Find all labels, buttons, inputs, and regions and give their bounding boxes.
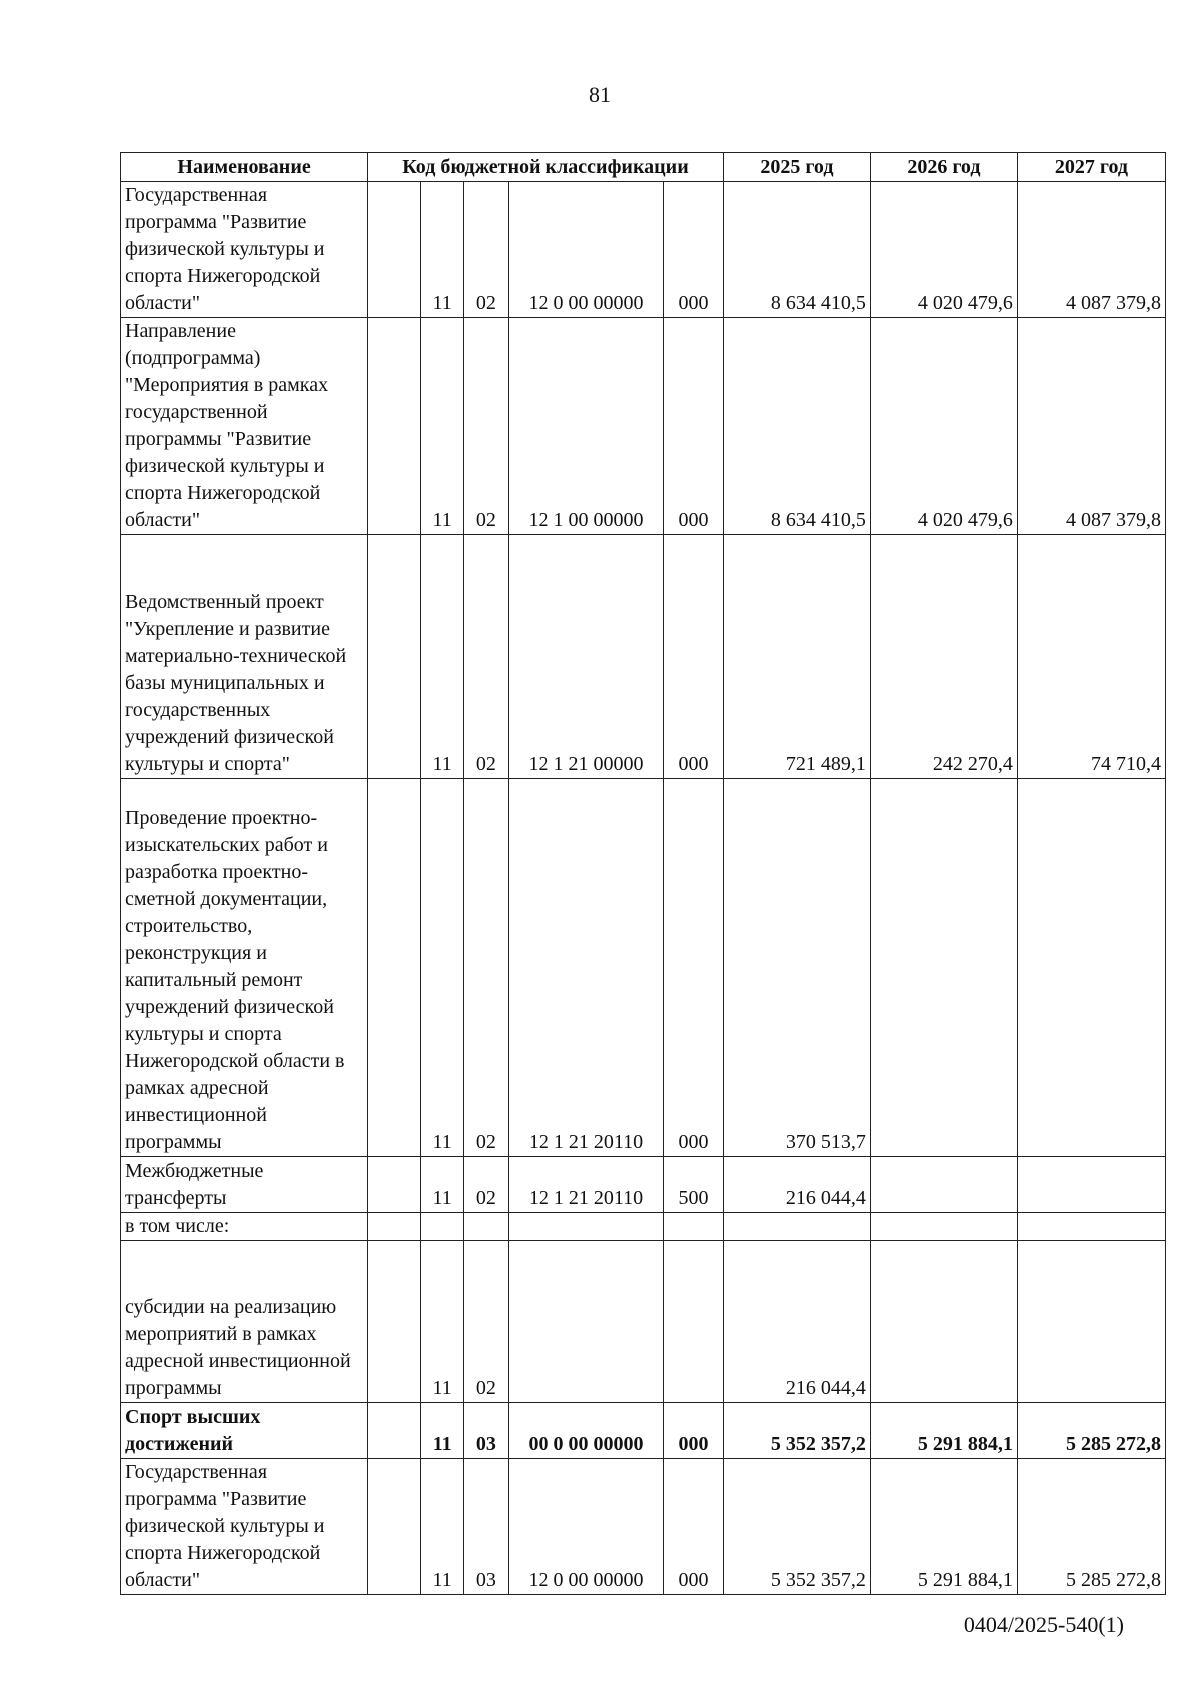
table-row (121, 779, 1166, 1157)
code-1 (368, 1213, 421, 1241)
value-2027 (1017, 1241, 1165, 1403)
value-2026 (870, 1241, 1017, 1403)
value-2026: 242 270,4 (870, 535, 1017, 779)
table-row (121, 1213, 1166, 1241)
header-2027: 2027 год (1017, 153, 1165, 182)
code-target: 12 1 21 20110 (508, 779, 664, 1157)
code-section (421, 1213, 464, 1241)
row-name: в том числе: (121, 1213, 368, 1241)
value-2027: 5 285 272,8 (1017, 1403, 1165, 1459)
value-2027: 5 285 272,8 (1017, 1459, 1165, 1595)
header-name: Наименование (121, 153, 368, 182)
value-2025: 5 352 357,2 (723, 1403, 870, 1459)
code-section: 11 (421, 318, 464, 535)
header-2025: 2025 год (723, 153, 870, 182)
value-2025: 216 044,4 (723, 1241, 870, 1403)
row-name: Проведение проектно-изыскательских работ и разработка проектно-сметной документации, строительство, реконструкция и капитальный ремонт учреждений физической культуры и спорта Нижегородской области в рамках адресной инвестиционной программы (121, 779, 368, 1157)
value-2026 (870, 779, 1017, 1157)
value-2027 (1017, 779, 1165, 1157)
value-2026 (870, 1213, 1017, 1241)
table-row (121, 535, 1166, 779)
code-target: 12 0 00 00000 (508, 1459, 664, 1595)
code-1 (368, 318, 421, 535)
code-target: 12 1 21 00000 (508, 535, 664, 779)
table-row (121, 182, 1166, 318)
code-1 (368, 535, 421, 779)
code-section: 11 (421, 1403, 464, 1459)
code-subsection: 03 (463, 1459, 508, 1595)
code-section: 11 (421, 1459, 464, 1595)
header-code: Код бюджетной классификации (368, 153, 724, 182)
code-type: 000 (664, 535, 724, 779)
code-subsection (463, 1213, 508, 1241)
table-row (121, 1241, 1166, 1403)
code-subsection: 02 (463, 1157, 508, 1213)
code-1 (368, 1241, 421, 1403)
code-subsection: 02 (463, 1241, 508, 1403)
value-2025 (723, 1213, 870, 1241)
value-2026 (870, 1157, 1017, 1213)
code-1 (368, 1157, 421, 1213)
code-target: 00 0 00 00000 (508, 1403, 664, 1459)
table-row (121, 1403, 1166, 1459)
value-2025: 8 634 410,5 (723, 318, 870, 535)
code-target: 12 0 00 00000 (508, 182, 664, 318)
code-subsection: 02 (463, 779, 508, 1157)
table-row (121, 1459, 1166, 1595)
row-name: Межбюджетные трансферты (121, 1157, 368, 1213)
code-subsection: 02 (463, 535, 508, 779)
code-target: 12 1 21 20110 (508, 1157, 664, 1213)
code-type: 000 (664, 1403, 724, 1459)
code-section: 11 (421, 535, 464, 779)
value-2026: 4 020 479,6 (870, 182, 1017, 318)
code-subsection: 02 (463, 182, 508, 318)
row-name: Государственная программа "Развитие физической культуры и спорта Нижегородской области" (121, 1459, 368, 1595)
row-name: субсидии на реализацию мероприятий в рамках адресной инвестиционной программы (121, 1241, 368, 1403)
value-2025: 5 352 357,2 (723, 1459, 870, 1595)
row-name: Направление (подпрограмма) "Мероприятия в рамках государственной программы "Развитие физической культуры и спорта Нижегородской области" (121, 318, 368, 535)
table-row (121, 318, 1166, 535)
budget-table (120, 152, 1166, 1595)
code-type: 000 (664, 182, 724, 318)
row-name: Ведомственный проект "Укрепление и развитие материально-технической базы муниципальных и государственных учреждений физической культуры и спорта" (121, 535, 368, 779)
value-2027: 4 087 379,8 (1017, 182, 1165, 318)
code-type (664, 1213, 724, 1241)
code-target (508, 1213, 664, 1241)
header-2026: 2026 год (870, 153, 1017, 182)
value-2027: 4 087 379,8 (1017, 318, 1165, 535)
row-name: Государственная программа "Развитие физической культуры и спорта Нижегородской области" (121, 182, 368, 318)
row-name: Спорт высших достижений (121, 1403, 368, 1459)
code-target: 12 1 00 00000 (508, 318, 664, 535)
code-section: 11 (421, 1241, 464, 1403)
value-2027: 74 710,4 (1017, 535, 1165, 779)
code-type: 000 (664, 1459, 724, 1595)
value-2025: 8 634 410,5 (723, 182, 870, 318)
code-1 (368, 1459, 421, 1595)
value-2025: 216 044,4 (723, 1157, 870, 1213)
value-2026: 4 020 479,6 (870, 318, 1017, 535)
code-1 (368, 182, 421, 318)
code-type: 000 (664, 318, 724, 535)
document-code: 0404/2025-540(1) (963, 1612, 1124, 1637)
code-type: 500 (664, 1157, 724, 1213)
code-1 (368, 779, 421, 1157)
code-section: 11 (421, 1157, 464, 1213)
code-subsection: 03 (463, 1403, 508, 1459)
page-number: 81 (589, 82, 611, 107)
value-2025: 370 513,7 (723, 779, 870, 1157)
code-subsection: 02 (463, 318, 508, 535)
header-row (121, 153, 1166, 182)
code-target (508, 1241, 664, 1403)
value-2026: 5 291 884,1 (870, 1459, 1017, 1595)
value-2026: 5 291 884,1 (870, 1403, 1017, 1459)
value-2027 (1017, 1213, 1165, 1241)
code-type (664, 1241, 724, 1403)
code-1 (368, 1403, 421, 1459)
table-row (121, 1157, 1166, 1213)
code-section: 11 (421, 779, 464, 1157)
code-type: 000 (664, 779, 724, 1157)
value-2027 (1017, 1157, 1165, 1213)
code-section: 11 (421, 182, 464, 318)
value-2025: 721 489,1 (723, 535, 870, 779)
